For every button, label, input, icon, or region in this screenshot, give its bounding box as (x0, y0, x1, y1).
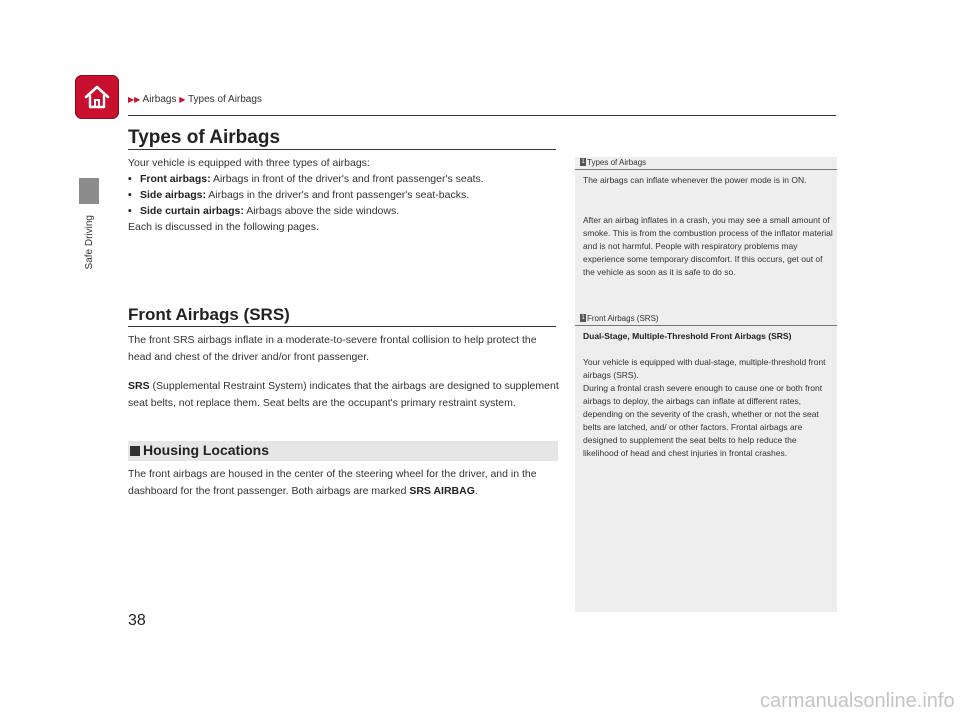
note-paragraph: The airbags can inflate whenever the power mode is in ON. (583, 175, 807, 185)
srs-airbag-term: SRS AIRBAG (409, 485, 475, 497)
front-airbags-paragraph: The front SRS airbags inflate in a moderate-to-severe frontal collision to help protect the head and chest of the driver and/or front passenger. (128, 334, 537, 363)
closing-text: Each is discussed in the following pages. (128, 221, 319, 233)
page-number: 38 (128, 612, 146, 629)
srs-paragraph (128, 378, 560, 412)
list-item (128, 171, 558, 187)
note-title (580, 314, 659, 323)
note-body (583, 356, 833, 460)
airbag-type-list (128, 171, 558, 219)
note-heading: Dual-Stage, Multiple-Threshold Front Airbags (SRS) (583, 331, 792, 341)
housing-end: . (474, 485, 478, 497)
list-item (128, 203, 558, 219)
note-rule (575, 169, 837, 170)
list-item-term: Front airbags: (140, 173, 211, 185)
note-paragraph: During a frontal crash severe enough to cause one or both front airbags to deploy, the airbags can inflate at different rates, depending on the severity of the crash, whether or not the seat belts are latched, and/ or other factors. Frontal airbags are designed to supplement the seat belts to help reduce the likelihood of head and chest injuries in frontal crashes. (583, 383, 823, 458)
srs-term: SRS (128, 380, 150, 392)
subheading: Housing Locations (143, 442, 269, 458)
section-rule (128, 326, 556, 327)
note-title (580, 158, 646, 167)
note-title-text: Types of Airbags (587, 158, 647, 167)
square-bullet-icon (130, 446, 140, 456)
watermark-footer: carmanualsonline.info (760, 690, 955, 712)
section-side-label: Safe Driving (84, 215, 95, 270)
chevron-right-icon: ▶ (179, 95, 186, 104)
list-item-term: Side airbags: (140, 189, 206, 201)
breadcrumb (128, 94, 262, 105)
note-rule (575, 325, 837, 326)
note-title-text: Front Airbags (SRS) (587, 314, 659, 323)
title-rule (128, 149, 556, 150)
breadcrumb-link-airbags[interactable]: Airbags (142, 94, 177, 105)
note-ref-icon: 1 (581, 159, 585, 165)
chevron-right-icon: ▶▶ (128, 95, 141, 104)
list-item-text: Airbags in front of the driver's and front passenger's seats. (212, 173, 484, 185)
home-icon[interactable] (75, 75, 119, 119)
housing-paragraph (128, 466, 560, 500)
list-item-text: Airbags in the driver's and front passenger's seat-backs. (208, 189, 470, 201)
header-rule (128, 115, 836, 116)
housing-text: The front airbags are housed in the center of the steering wheel for the driver, and in the dashboard for the front passenger. Both airbags are marked (128, 468, 537, 497)
subheading-bar (128, 441, 558, 461)
intro-text: Your vehicle is equipped with three types of airbags: (128, 157, 370, 169)
note-paragraph: Your vehicle is equipped with dual-stage, multiple-threshold front airbags (SRS). (583, 357, 826, 380)
breadcrumb-current: Types of Airbags (188, 94, 262, 105)
srs-text: (Supplemental Restraint System) indicates that the airbags are designed to supplement seat belts, not replace them. Seat belts are the occupant's primary restraint system. (128, 380, 559, 409)
note-ref-icon: 1 (581, 315, 585, 321)
list-item-term: Side curtain airbags: (140, 205, 244, 217)
note-paragraph: After an airbag inflates in a crash, you may see a small amount of smoke. This is from the combustion process of the inflator material and is not harmful. People with respiratory problems may experience some temporary discomfort. If this occurs, get out of the vehicle as soon as it is safe to do so. (583, 215, 833, 277)
types-intro (128, 155, 558, 235)
page-title: Types of Airbags (128, 127, 281, 148)
list-item-text: Airbags above the side windows. (246, 205, 400, 217)
section-title: Front Airbags (SRS) (128, 305, 290, 324)
section-tab-marker (79, 178, 99, 204)
list-item (128, 187, 558, 203)
